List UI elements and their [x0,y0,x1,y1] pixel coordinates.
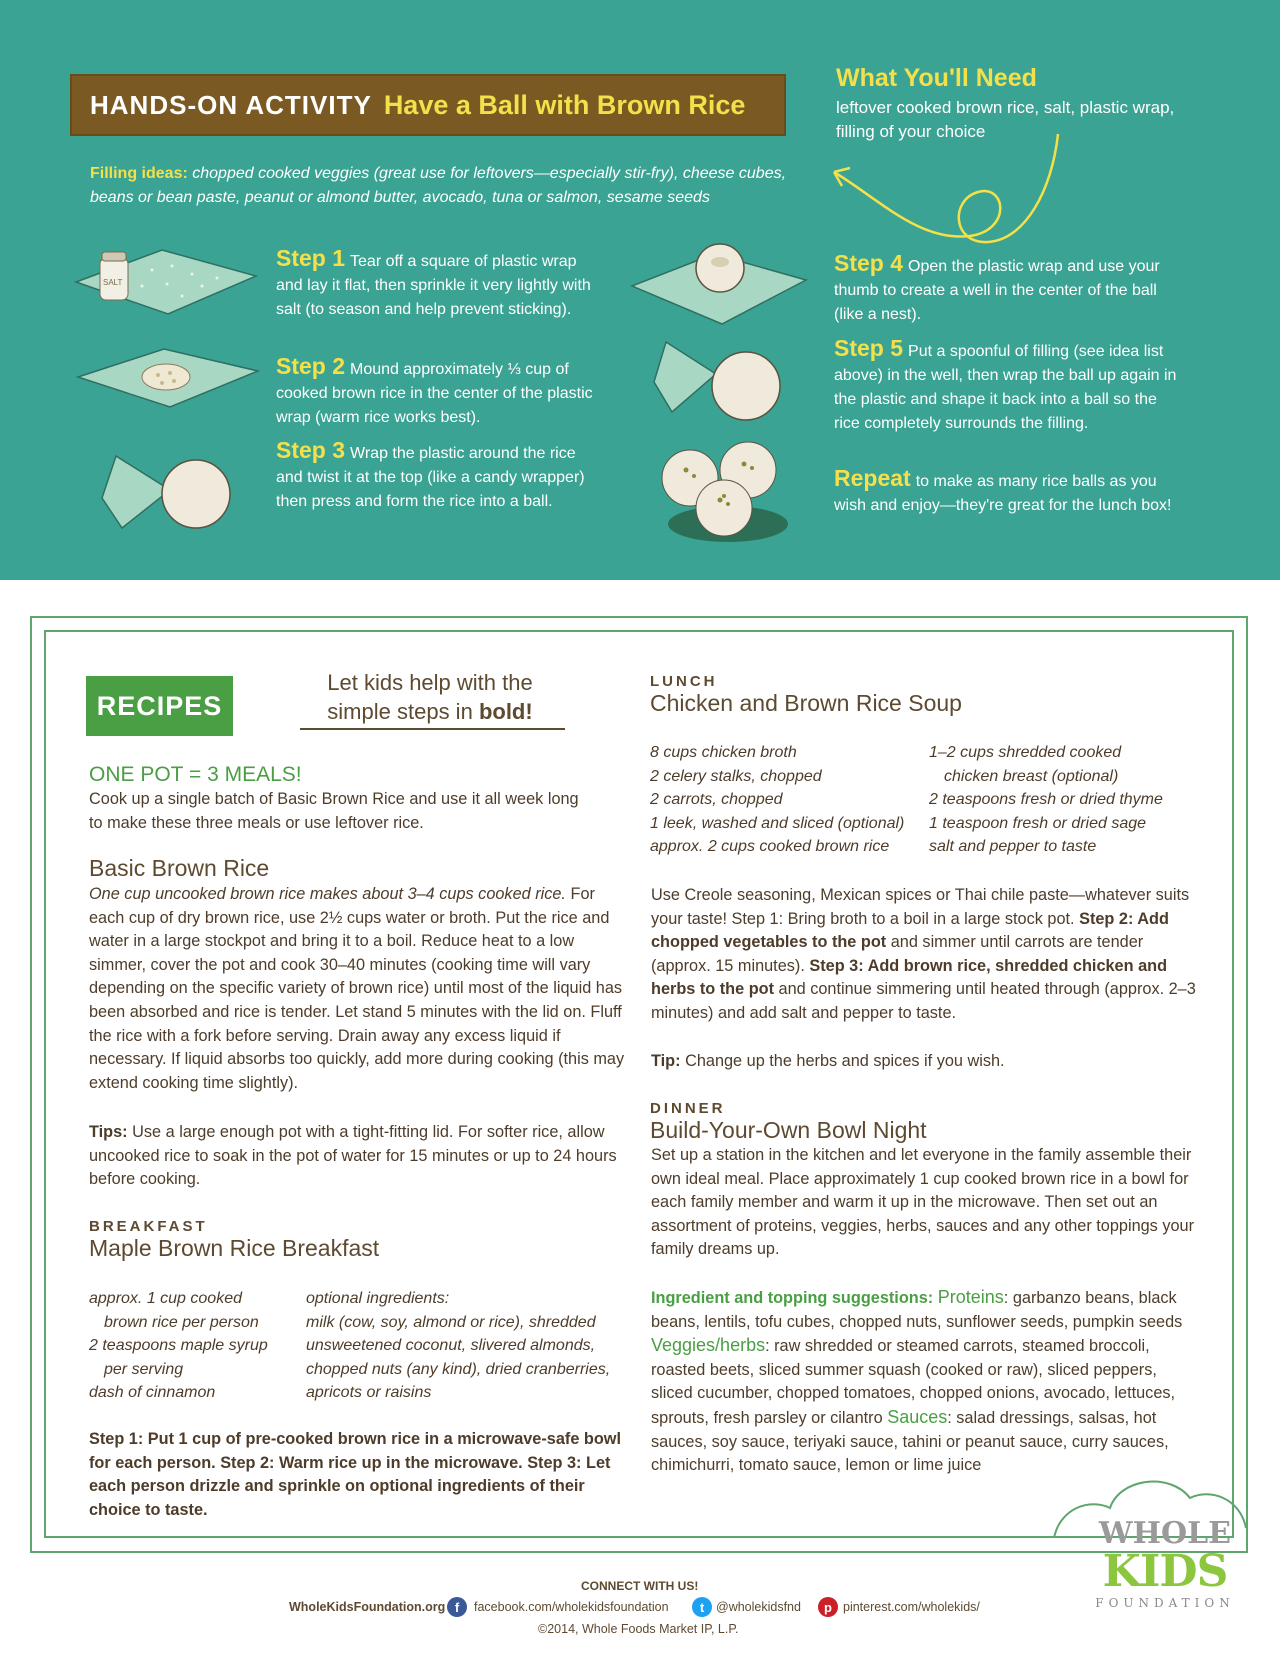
lunch-step-3: Step 3: Add brown rice, shredded chicken and herbs to the pot [651,956,1168,999]
step-heading: Step 1 [276,245,346,271]
wrapped-rice-ball-illustration [100,450,235,540]
ingredient: 2 teaspoons fresh or dried thyme [929,791,1163,808]
sauces-label: Sauces [887,1406,948,1427]
basic-rice-text: For each cup of dry brown rice, use 2½ cups water or broth. Put the rice and water in a large stockpot and bring it to a boil. Reduce heat to a low simmer, cover the pot and cook 30–40 minutes (cooking time will vary depending on the specific variety of brown rice) until most of the liquid has been absorbed and rice is tender. Let stand 5 minutes with the lid on. Fluff the rice with a fork before serving. Drain away any excess liquid if necessary. If liquid absorbs too quickly, add more during cooking (this may extend cooking time slightly). [89,885,625,1092]
lunch-intro: Use Creole seasoning, Mexican spices or Thai chile paste—whatever suits your taste! Step 1: Bring broth to a boil in a large stock pot. [651,886,1190,928]
lunch-label: LUNCH [650,673,718,690]
lunch-heading: Chicken and Brown Rice Soup [650,690,962,716]
sauces-text: : salad dressings, salsas, hot sauces, soy sauce, teriyaki sauce, tahini or peanut sauce, curry sauces, chimichurri, tomato sauce, lemon or lime juice [651,1408,1169,1475]
tip-text: Change up the herbs and spices if you wish. [685,1052,1005,1070]
step-text: Tear off a square of plastic wrap and lay it flat, then sprinkle it very lightly with salt (to season and help prevent sticking). [276,253,591,318]
pinterest-icon[interactable]: p [818,1597,838,1617]
ingredient: apricots or raisins [306,1384,432,1401]
nest-ball-illustration [630,240,810,330]
logo-whole: WHOLE [1098,1516,1232,1551]
dinner-text: Set up a station in the kitchen and let everyone in the family assemble their own ideal meal. Place approximately 1 cup cooked brown rice in a bowl for each family member and warm it up in the microwave. Then set out an assortment of proteins, veggies, herbs, sauces and any other toppings your family dreams up. [651,1146,1195,1259]
step-text: Mound approximately ⅓ cup of cooked brown rice in the center of the plastic wrap (warm rice works best). [276,361,593,426]
lunch-step-2: Step 2: Add chopped vegetables to the pot [651,909,1169,952]
basic-rice-body [89,883,631,1095]
curly-arrow-icon [820,130,1070,260]
activity-step-2 [276,354,596,430]
step-text: Put a spoonful of filling (see idea list above) in the well, then wrap the ball up again in the plastic and shape it back into a ball so the rice completely surrounds the filling. [834,343,1177,432]
tip-label: Tip: [651,1052,681,1070]
activity-step-3 [276,438,596,514]
one-pot-heading: ONE POT = 3 MEALS! [89,763,302,786]
ingredient: optional ingredients: [306,1290,450,1307]
kids-note-bold: bold! [478,699,533,724]
step-heading: Repeat [834,465,911,491]
logo-kids: KIDS [1102,1546,1228,1597]
kids-note-line-2 [295,697,565,726]
ingredient: 2 carrots, chopped [650,791,783,808]
ingredient: per serving [104,1360,184,1378]
kids-note-underline [300,728,565,730]
plastic-wrap-salt-illustration [72,240,262,320]
lunch-ingredients-col1 [650,741,904,859]
site-link[interactable]: WholeKidsFoundation.org [289,1600,446,1614]
ingredient: milk (cow, soy, almond or rice), shredded [306,1313,596,1331]
activity-step-1 [276,246,596,322]
activity-step-4 [834,251,1179,327]
activity-repeat [834,466,1179,518]
veggies-text: : raw shredded or steamed carrots, steamed broccoli, roasted beets, sliced summer squash (cooked or raw), sliced peppers, sliced cucumber, chopped tomatoes, chopped onions, avocado, lettuces, sprouts, fresh parsley or cilantro [651,1337,1176,1427]
facebook-icon[interactable]: f [447,1597,467,1617]
one-pot-text: Cook up a single batch of Basic Brown Rice and use it all week long to make these three meals or use leftover rice. [89,790,579,832]
activity-step-5 [834,336,1179,436]
step-heading: Step 3 [276,437,346,463]
breakfast-label: BREAKFAST [89,1218,208,1235]
ingredient: 1–2 cups shredded cooked [929,744,1122,761]
tips-text: Use a large enough pot with a tight-fitting lid. For softer rice, allow uncooked rice to soak in the pot of water for 15 minutes or up to 24 hours before cooking. [89,1123,617,1189]
dinner-suggestions [651,1286,1196,1478]
ingredient: brown rice per person [104,1313,259,1331]
rice-balls-illustration [660,438,790,548]
step-heading: Step 2 [276,353,346,379]
ingredient: 2 teaspoons maple syrup [89,1337,268,1354]
filling-label: Filling ideas: [90,165,188,182]
recipes-badge: RECIPES [86,676,233,736]
ingredient: chicken breast (optional) [944,767,1119,785]
logo-foundation: FOUNDATION [1095,1596,1235,1610]
ingredient: salt and pepper to taste [929,838,1097,855]
rice-mound-illustration [74,345,264,415]
breakfast-steps: Step 1: Put 1 cup of pre-cooked brown rice in a microwave-safe bowl for each person. Step 2: Warm rice up in the microwave. Step 3: Let each person drizzle and sprinkle on optional ingredients of their choice to taste. [89,1430,621,1519]
filling-text: chopped cooked veggies (great use for leftovers—especially stir-fry), cheese cubes, beans or bean paste, peanut or almond butter, avocado, tuna or salmon, sesame seeds [90,165,787,206]
breakfast-ingredients-col2 [306,1287,610,1405]
ingredient: approx. 2 cups cooked brown rice [650,838,890,855]
basic-rice-heading: Basic Brown Rice [89,855,270,881]
breakfast-ingredients-col1 [89,1287,268,1405]
twitter-link[interactable]: @wholekidsfnd [716,1600,801,1614]
filling-ideas [90,162,830,210]
activity-banner [70,74,786,136]
activity-title: Have a Ball with Brown Rice [383,89,746,120]
twitter-icon[interactable]: t [692,1597,712,1617]
need-text: leftover cooked brown rice, salt, plastic wrap, filling of your choice [836,98,1175,141]
lunch-ingredients-col2 [929,741,1163,859]
basic-rice-tips [89,1121,631,1192]
step-heading: Step 5 [834,335,904,361]
ingredient: chopped nuts (any kind), dried cranberries, [306,1360,611,1378]
step-text: to make as many rice balls as you wish and enjoy—they're great for the lunch box! [834,473,1172,514]
pinterest-link[interactable]: pinterest.com/wholekids/ [843,1600,980,1614]
suggestions-label: Ingredient and topping suggestions: [651,1289,934,1307]
ingredient: dash of cinnamon [89,1384,216,1401]
ingredient: 1 leek, washed and sliced (optional) [650,814,905,832]
facebook-link[interactable]: facebook.com/wholekidsfoundation [474,1600,669,1614]
step-heading: Step 4 [834,250,904,276]
ingredient: approx. 1 cup cooked [89,1290,242,1307]
proteins-label: Proteins [937,1287,1004,1307]
filled-wrap-illustration [652,338,782,428]
proteins-text: : garbanzo beans, black beans, lentils, tofu cubes, chopped nuts, sunflower seeds, pumpkin seeds [651,1289,1183,1331]
basic-rice-intro: One cup uncooked brown rice makes about 3–4 cups cooked rice. [89,885,566,903]
whole-kids-logo [1090,1518,1240,1610]
need-heading: What You'll Need [836,64,1037,92]
activity-label: HANDS-ON ACTIVITY [90,89,372,120]
lunch-tip [651,1050,1196,1074]
lunch-step-2-rest: and simmer until carrots are tender (approx. 15 minutes). [651,933,1144,975]
breakfast-heading: Maple Brown Rice Breakfast [89,1235,380,1261]
ingredient: 8 cups chicken broth [650,744,797,761]
lunch-directions [651,884,1196,1026]
kids-note-text: simple steps in [327,699,473,724]
ingredient: 2 celery stalks, chopped [650,767,822,785]
dinner-label: DINNER [650,1100,726,1117]
step-text: Open the plastic wrap and use your thumb to create a well in the center of the ball (like a nest). [834,258,1160,323]
ingredient: 1 teaspoon fresh or dried sage [929,814,1147,832]
ingredient: unsweetened coconut, slivered almonds, [306,1337,596,1354]
dinner-heading: Build-Your-Own Bowl Night [650,1117,927,1143]
tips-label: Tips: [89,1123,128,1141]
kids-note-line-1: Let kids help with the [327,670,533,695]
step-text: Wrap the plastic around the rice and twist it at the top (like a candy wrapper) then press and form the rice into a ball. [276,445,585,510]
kids-help-note [295,668,565,726]
copyright: ©2014, Whole Foods Market IP, L.P. [538,1622,739,1636]
salt-shaker-label: SALT [103,278,123,287]
veggies-label: Veggies/herbs [651,1335,766,1356]
connect-label: CONNECT WITH US! [581,1579,699,1593]
lunch-step-3-rest: and continue simmering until heated through (approx. 2–3 minutes) and add salt and pepper to taste. [651,980,1196,1022]
